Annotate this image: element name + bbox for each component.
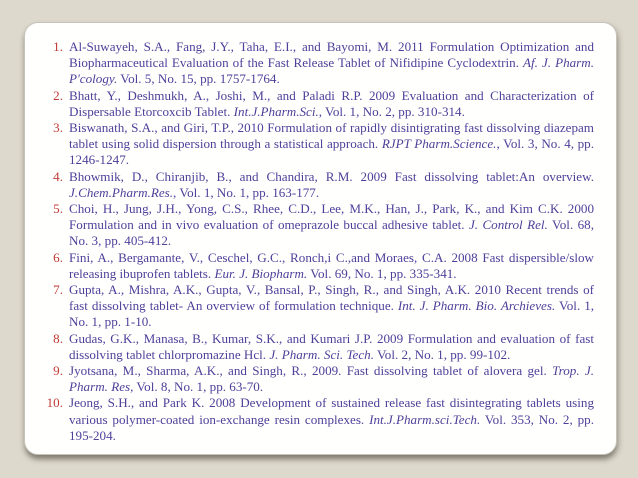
- reference-text-segment: Vol. 68, No. 3, pp. 405-412.: [69, 217, 594, 249]
- reference-text-segment: , Vol. 3, No. 4, pp. 1246-1247.: [69, 136, 594, 168]
- journal-name: Af. J. Pharm. P'cology.: [69, 55, 594, 87]
- reference-text-segment: Vol. 8, No. 1, pp. 63-70.: [133, 379, 264, 395]
- reference-text: [69, 331, 594, 363]
- journal-name: Int. J. Pharm. Bio. Archieves.: [397, 298, 556, 314]
- reference-list: [25, 23, 616, 452]
- journal-name: J. Control Rel.: [468, 217, 548, 233]
- reference-text: [69, 88, 594, 120]
- reference-number: 4.: [53, 168, 63, 184]
- reference-item: [41, 331, 594, 363]
- reference-number: 10.: [46, 395, 63, 411]
- reference-number: 6.: [53, 249, 63, 265]
- reference-text: [69, 169, 594, 201]
- reference-text-segment: Jeong, S.H., and Park K. 2008 Development of sustained release fast disintegrating tablets using various polymer-coated ion-exchange resin complexes.: [69, 395, 594, 427]
- reference-text-segment: Gudas, G.K., Manasa, B., Kumar, S.K., and Kumari J.P. 2009 Formulation and evaluation of fast dissolving tablet chlorpromazine Hcl.: [69, 330, 594, 362]
- reference-item: [41, 201, 594, 250]
- reference-text: [69, 282, 594, 331]
- journal-name: Eur. J. Biopharm.: [214, 265, 308, 281]
- reference-item: [41, 395, 594, 444]
- reference-item: [41, 169, 594, 201]
- reference-text-segment: Vol. 69, No. 1, pp. 335-341.: [307, 265, 457, 281]
- reference-number: 2.: [53, 87, 63, 103]
- reference-text: [69, 120, 594, 169]
- reference-text-segment: Gupta, A., Mishra, A.K., Gupta, V., Bansal, P., Singh, R., and Singh, A.K. 2010 Recent trends of fast dissolving tablet- An overview of formulation technique.: [69, 282, 594, 314]
- reference-text-segment: Bhowmik, D., Chiranjib, B., and Chandira, R.M. 2009 Fast dissolving tablet:An overview.: [69, 168, 594, 184]
- references-slide-card: [24, 22, 617, 455]
- reference-text-segment: , Vol. 1, No. 1, pp. 163-177.: [173, 184, 320, 200]
- reference-item: [41, 39, 594, 88]
- reference-text: [69, 363, 594, 395]
- journal-name: J.Chem.Pharm.Res.: [69, 184, 174, 200]
- reference-number: 7.: [53, 282, 63, 298]
- reference-text-segment: Jyotsana, M., Sharma, A.K., and Singh, R., 2009. Fast dissolving tablet of alovera gel.: [69, 363, 553, 379]
- reference-text-segment: Vol. 2, No. 1, pp. 99-102.: [373, 346, 511, 362]
- reference-text-segment: , Vol. 1, No. 2, pp. 310-314.: [318, 103, 465, 119]
- reference-item: [41, 250, 594, 282]
- reference-item: [41, 363, 594, 395]
- journal-name: Int.J.Pharm.Sci.: [233, 103, 319, 119]
- reference-item: [41, 282, 594, 331]
- reference-number: 3.: [53, 120, 63, 136]
- reference-text: [69, 250, 594, 282]
- reference-item: [41, 120, 594, 169]
- reference-text: [69, 39, 594, 88]
- reference-text-segment: Bhatt, Y., Deshmukh, A., Joshi, M., and Paladi R.P. 2009 Evaluation and Characterization of Dispersable Etorcoxcib Tablet.: [69, 87, 594, 119]
- journal-name: RJPT Pharm.Science.: [381, 136, 497, 152]
- reference-item: [41, 88, 594, 120]
- journal-name: Trop. J. Pharm. Res,: [69, 363, 594, 395]
- reference-text-segment: Vol. 353, No. 2, pp. 195-204.: [69, 411, 594, 443]
- reference-text-segment: Al-Suwayeh, S.A., Fang, J.Y., Taha, E.I., and Bayomi, M. 2011 Formulation Optimization and Biopharmaceutical Evaluation of the Fast Release Tablet of Nifidipine Cyclodextrin.: [69, 39, 594, 71]
- reference-text: [69, 201, 594, 250]
- reference-number: 9.: [53, 363, 63, 379]
- reference-number: 5.: [53, 201, 63, 217]
- reference-text-segment: Vol. 1, No. 1, pp. 1-10.: [69, 298, 595, 330]
- reference-text-segment: Biswanath, S.A., and Giri, T.P., 2010 Formulation of rapidly disintigrating fast dissolving diazepam tablet using solid dispersion through a statistical approach.: [69, 120, 594, 152]
- journal-name: J. Pharm. Sci. Tech.: [269, 346, 374, 362]
- reference-number: 8.: [53, 330, 63, 346]
- journal-name: Int.J.Pharm.sci.Tech.: [369, 411, 481, 427]
- reference-text: [69, 395, 594, 444]
- reference-text-segment: Vol. 5, No. 15, pp. 1757-1764.: [117, 71, 280, 87]
- reference-text-segment: Choi, H., Jung, J.H., Yong, C.S., Rhee, C.D., Lee, M.K., Han, J., Park, K., and Kim C.K. 2000 Formulation and in vivo evaluation of omeprazole buccal adhesive tablet.: [69, 201, 594, 233]
- reference-number: 1.: [53, 39, 63, 54]
- reference-text-segment: Fini, A., Bergamante, V., Ceschel, G.C., Ronch,i C.,and Moraes, C.A. 2008 Fast dispersible/slow releasing ibuprofen tablets.: [69, 249, 594, 281]
